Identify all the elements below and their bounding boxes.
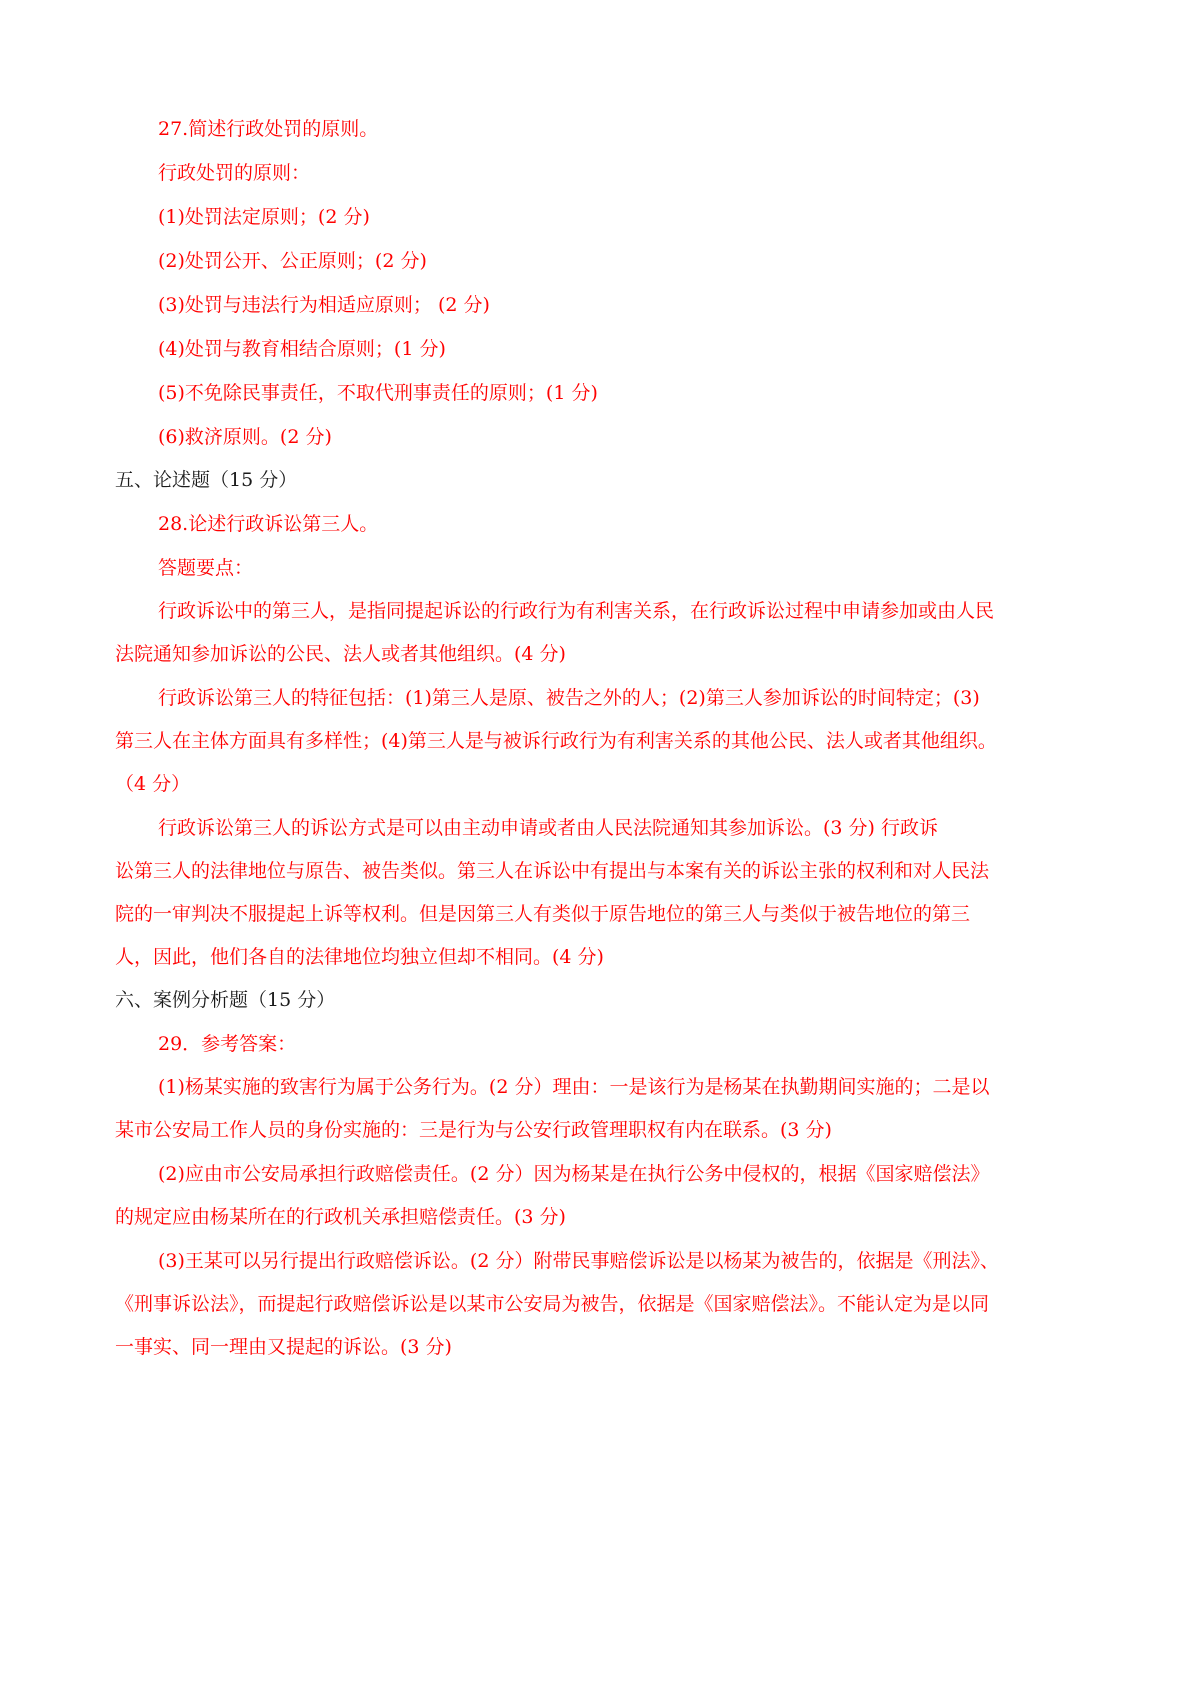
question-28-para-1-line: 法院通知参加诉讼的公民、法人或者其他组织。(4 分) [115, 643, 566, 665]
question-29-answer-3-line: 一事实、同一理由又提起的诉讼。(3 分) [115, 1336, 452, 1358]
question-27-item-3: (3)处罚与违法行为相适应原则； (2 分) [158, 294, 490, 316]
question-28-title: 28.论述行政诉讼第三人。 [158, 513, 379, 535]
question-29-answer-3-line: (3)王某可以另行提出行政赔偿诉讼。(2 分）附带民事赔偿诉讼是以杨某为被告的，依据是《刑法》、 [158, 1250, 999, 1272]
question-28-para-3-line: 人，因此，他们各自的法律地位均独立但却不相同。(4 分) [115, 946, 604, 968]
question-29-title: 29．参考答案： [158, 1033, 297, 1055]
question-29-answer-3-line: 《刑事诉讼法》，而提起行政赔偿诉讼是以某市公安局为被告，依据是《国家赔偿法》。不能认定为是以同 [115, 1293, 990, 1315]
question-28-para-3-line: 行政诉讼第三人的诉讼方式是可以由主动申请或者由人民法院通知其参加诉讼。(3 分) 行政诉 [158, 817, 938, 839]
question-29-answer-1-line: 某市公安局工作人员的身份实施的：三是行为与公安行政管理职权有内在联系。(3 分) [115, 1119, 832, 1141]
question-27-item-6: (6)救济原则。(2 分) [158, 426, 332, 448]
question-28-para-2-line: 第三人在主体方面具有多样性；(4)第三人是与被诉行政行为有利害关系的其他公民、法人或者其他组织。 [115, 730, 997, 752]
question-27-item-5: (5)不免除民事责任，不取代刑事责任的原则；(1 分) [158, 382, 598, 404]
question-29-answer-2-line: (2)应由市公安局承担行政赔偿责任。(2 分）因为杨某是在执行公务中侵权的，根据《国家赔偿法》 [158, 1163, 990, 1185]
question-28-para-3-line: 院的一审判决不服提起上诉等权利。但是因第三人有类似于原告地位的第三人与类似于被告地位的第三 [115, 903, 971, 925]
question-28-para-2-line: （4 分） [115, 773, 191, 795]
question-29-answer-2-line: 的规定应由杨某所在的行政机关承担赔偿责任。(3 分) [115, 1206, 566, 1228]
section-6-heading: 六、案例分析题（15 分） [115, 989, 336, 1011]
question-27-item-2: (2)处罚公开、公正原则；(2 分) [158, 250, 427, 272]
question-28-para-3-line: 讼第三人的法律地位与原告、被告类似。第三人在诉讼中有提出与本案有关的诉讼主张的权利和对人民法 [115, 860, 990, 882]
question-28-para-1-line: 行政诉讼中的第三人，是指同提起诉讼的行政行为有利害关系，在行政诉讼过程中申请参加或由人民 [158, 600, 995, 622]
question-28-para-2-line: 行政诉讼第三人的特征包括：(1)第三人是原、被告之外的人；(2)第三人参加诉讼的时间特定；(3) [158, 687, 980, 709]
section-5-heading: 五、论述题（15 分） [115, 469, 298, 491]
question-27-item-4: (4)处罚与教育相结合原则；(1 分) [158, 338, 446, 360]
question-27-title: 27.简述行政处罚的原则。 [158, 118, 379, 140]
question-28-points-label: 答题要点： [158, 557, 254, 579]
question-29-answer-1-line: (1)杨某实施的致害行为属于公务行为。(2 分）理由：一是该行为是杨某在执勤期间实施的；二是以 [158, 1076, 990, 1098]
question-27-item-1: (1)处罚法定原则；(2 分) [158, 206, 370, 228]
question-27-intro: 行政处罚的原则： [158, 162, 311, 184]
